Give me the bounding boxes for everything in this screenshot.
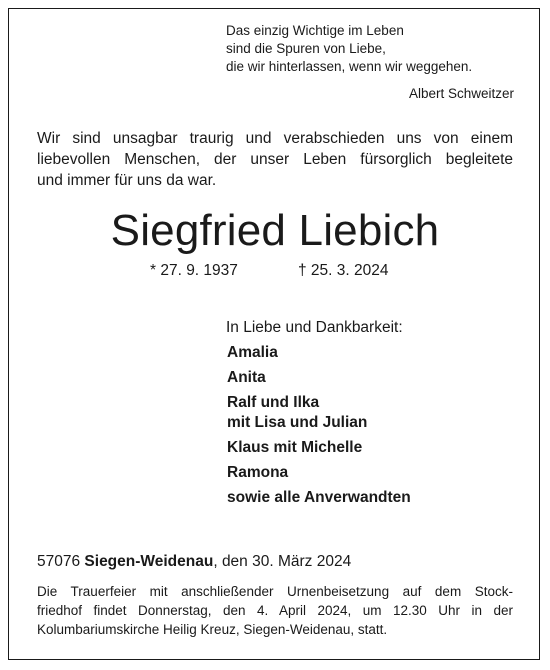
mourner-list (227, 343, 411, 513)
funeral-line: Kolumbariumskirche Heilig Kreuz, Siegen-Weidenau, statt. (37, 622, 388, 637)
quote-line: Das einzig Wichtige im Leben (226, 23, 404, 38)
mourner-entry (227, 488, 411, 508)
mourner-name: Klaus mit Michelle (227, 439, 363, 456)
notice-date: , den 30. März 2024 (213, 553, 352, 570)
mourner-entry (227, 368, 411, 388)
mourner-name: mit Lisa und Julian (227, 414, 368, 431)
birth-date: * 27. 9. 1937 (150, 262, 238, 279)
quote-line: sind die Spuren von Liebe, (226, 41, 386, 56)
place-date (37, 552, 351, 572)
quote-line: die wir hinterlassen, wenn wir weggehen. (226, 59, 473, 74)
zip-code: 57076 (37, 553, 81, 570)
mourner-name: Amalia (227, 344, 278, 361)
mourner-name: sowie alle Anverwandten (227, 489, 411, 506)
quote (226, 22, 516, 76)
quote-author: Albert Schweitzer (408, 86, 514, 101)
deceased-name: Siegfried Liebich (110, 206, 440, 255)
mourner-entry (227, 463, 411, 483)
city: Siegen-Weidenau (84, 553, 214, 570)
mourner-name: Ramona (227, 464, 289, 481)
intro-line: und immer für uns da war. (37, 172, 217, 189)
funeral-line: friedhof findet Donnerstag, den 4. April 2024, um 12.30 Uhr in der (37, 603, 513, 618)
intro-text (37, 128, 513, 191)
intro-line: Wir sind unsagbar traurig und verabschieden uns von einem (37, 130, 513, 147)
mourner-entry (227, 438, 411, 458)
mourner-entry (227, 393, 411, 433)
mourner-entry (227, 343, 411, 363)
mourner-name: Anita (227, 369, 266, 386)
death-date: † 25. 3. 2024 (298, 262, 389, 279)
funeral-info (37, 582, 513, 639)
intro-line: liebevollen Menschen, der unser Leben fürsorglich begleitete (37, 151, 513, 168)
funeral-line: Die Trauerfeier mit anschließender Urnenbeisetzung auf dem Stock- (37, 584, 513, 599)
mourner-name: Ralf und Ilka (227, 394, 320, 411)
mourning-heading: In Liebe und Dankbarkeit: (226, 319, 403, 336)
